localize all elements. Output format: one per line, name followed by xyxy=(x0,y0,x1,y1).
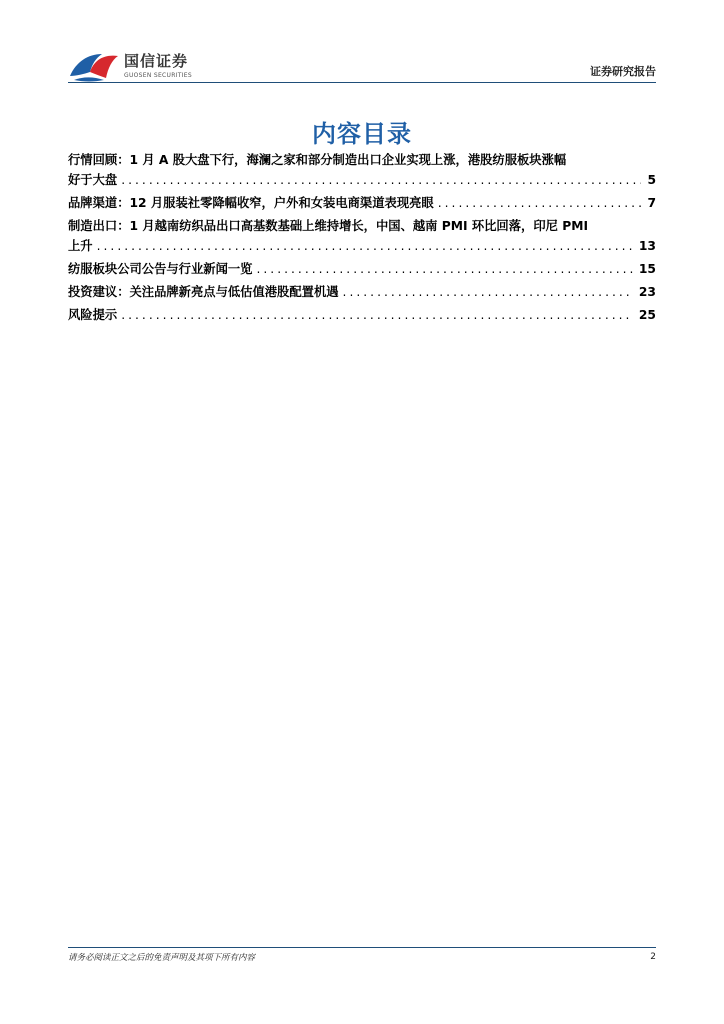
toc-leader-dots xyxy=(121,170,641,190)
toc-entry-manufacturing-export[interactable] xyxy=(68,216,656,256)
toc-page-number: 7 xyxy=(647,196,656,210)
toc-page-number: 5 xyxy=(647,173,656,187)
footer-disclaimer: 请务必阅读正文之后的免责声明及其项下所有内容 xyxy=(68,953,256,963)
toc-entry-text-cont: 上升 xyxy=(68,239,93,253)
toc-leader-dots xyxy=(343,282,633,302)
toc-entry-text: 品牌渠道：12 月服装社零降幅收窄，户外和女装电商渠道表现亮眼 xyxy=(68,196,434,210)
toc-entry-announcements-news[interactable] xyxy=(68,259,656,279)
toc-entry-text: 制造出口：1 月越南纺织品出口高基数基础上维持增长，中国、越南 PMI 环比回落，印尼 PMI xyxy=(68,219,589,233)
table-of-contents xyxy=(68,150,656,325)
page-header xyxy=(68,50,656,86)
toc-page-number: 13 xyxy=(638,239,656,253)
toc-page-number: 25 xyxy=(638,308,656,322)
header-divider xyxy=(68,82,656,83)
report-type-label: 证券研究报告 xyxy=(590,65,656,78)
toc-entry-text-cont: 好于大盘 xyxy=(68,173,118,187)
toc-entry-risk-warning[interactable] xyxy=(68,305,656,325)
footer-page-number: 2 xyxy=(650,952,656,962)
toc-entry-investment-advice[interactable] xyxy=(68,282,656,302)
logo-name-cn: 国信证券 xyxy=(124,52,189,70)
guosen-logo-icon xyxy=(68,50,120,84)
toc-entry-brand-channel[interactable] xyxy=(68,193,656,213)
guosen-logo xyxy=(68,50,192,84)
toc-entry-text: 风险提示 xyxy=(68,308,118,322)
toc-leader-dots xyxy=(121,305,633,325)
toc-page-number: 15 xyxy=(638,262,656,276)
toc-title: 内容目录 xyxy=(312,120,412,148)
toc-entry-text: 投资建议：关注品牌新亮点与低估值港股配置机遇 xyxy=(68,285,339,299)
footer-divider xyxy=(68,947,656,948)
toc-entry-text: 纺服板块公司公告与行业新闻一览 xyxy=(68,262,253,276)
toc-leader-dots xyxy=(97,236,633,256)
toc-leader-dots xyxy=(256,259,632,279)
toc-entry-market-review[interactable] xyxy=(68,150,656,190)
toc-leader-dots xyxy=(438,193,642,213)
logo-name-en: GUOSEN SECURITIES xyxy=(124,72,193,79)
toc-entry-text: 行情回顾：1 月 A 股大盘下行，海澜之家和部分制造出口企业实现上涨，港股纺服板块涨幅 xyxy=(68,153,567,167)
toc-page-number: 23 xyxy=(638,285,656,299)
